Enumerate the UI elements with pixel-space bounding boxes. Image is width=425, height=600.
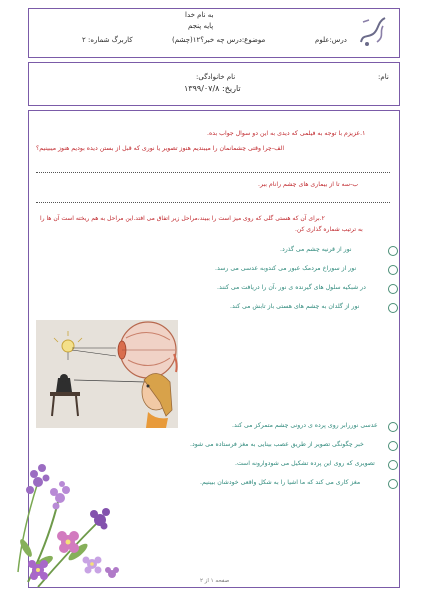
option-3-text: در شبکیه سلول های گیرنده ی نور ،آن را دریافت می کنند. (217, 284, 366, 291)
eye-illustration (36, 320, 178, 428)
option-5-text: عدسی نوررابر روی پرده ی درونی چشم متمرکز می کند. (232, 422, 378, 429)
subject-label: درس:علوم (315, 36, 347, 44)
answer-line-b[interactable] (36, 202, 390, 203)
radio-option-1[interactable] (388, 246, 398, 256)
option-8-text: مغز کاری می کند که ما اشیا را به شکل واقعی خودشان ببینیم. (200, 479, 361, 486)
topic-label: موضوع:درس چه خبر؟۱۲(چشم) (172, 36, 266, 44)
q1-part-a: الف-چرا وقتی چشمانمان را میبندیم هنوز تصویر یا نوری که قبل از بستن دیده بودیم هنوز میبینیم؟ (36, 145, 285, 152)
q2-prompt-line1: ۲.برای آن که هستی گلی که روی میز است را ببیند،مراحل زیر اتفاق می افتد.این مراحل به هم ریخته است آن ها را (40, 215, 325, 222)
option-2-text: نور از سوراخ مردمک عبور می کندوبه عدسی می رسد. (215, 265, 357, 272)
worksheet-number: کاربرگ شماره: ۲ (82, 36, 133, 44)
option-1-text: نور از قرنیه چشم می گذرد. (280, 246, 352, 253)
radio-option-4[interactable] (388, 303, 398, 313)
bismillah: به نام خدا (185, 11, 214, 19)
q1-part-b: ب-سه تا از بیماری های چشم رانام ببر. (258, 181, 359, 188)
page-indicator: صفحه ۱ از ۲ (200, 578, 230, 584)
radio-option-8[interactable] (388, 479, 398, 489)
q1-prompt: ۱.عزیزم با توجه به فیلمی که دیدی به این دو سوال جواب بده. (207, 130, 366, 137)
radio-option-5[interactable] (388, 422, 398, 432)
q2-prompt-line2: به ترتیب شماره گذاری کن. (295, 226, 363, 233)
flower-decoration (8, 452, 128, 592)
answer-line-a[interactable] (36, 172, 390, 173)
grade-label: پایه پنجم (188, 22, 214, 30)
header-box (28, 8, 400, 58)
option-6-text: خبر چگونگی تصویر از طریق عصب بینایی به مغز فرستاده می شود. (190, 441, 364, 448)
radio-option-2[interactable] (388, 265, 398, 275)
name-label: نام: (378, 73, 389, 81)
logo (355, 12, 393, 52)
option-4-text: نور از گلدان به چشم های هستی باز تابش می کند. (230, 303, 360, 310)
option-7-text: تصویری که روی این پرده تشکیل می شودوارونه است. (235, 460, 375, 467)
date-label: تاریخ: ۱۳۹۹/۰۷/۸ (184, 84, 241, 93)
radio-option-6[interactable] (388, 441, 398, 451)
radio-option-3[interactable] (388, 284, 398, 294)
radio-option-7[interactable] (388, 460, 398, 470)
family-name-label: نام خانوادگی: (196, 73, 236, 81)
